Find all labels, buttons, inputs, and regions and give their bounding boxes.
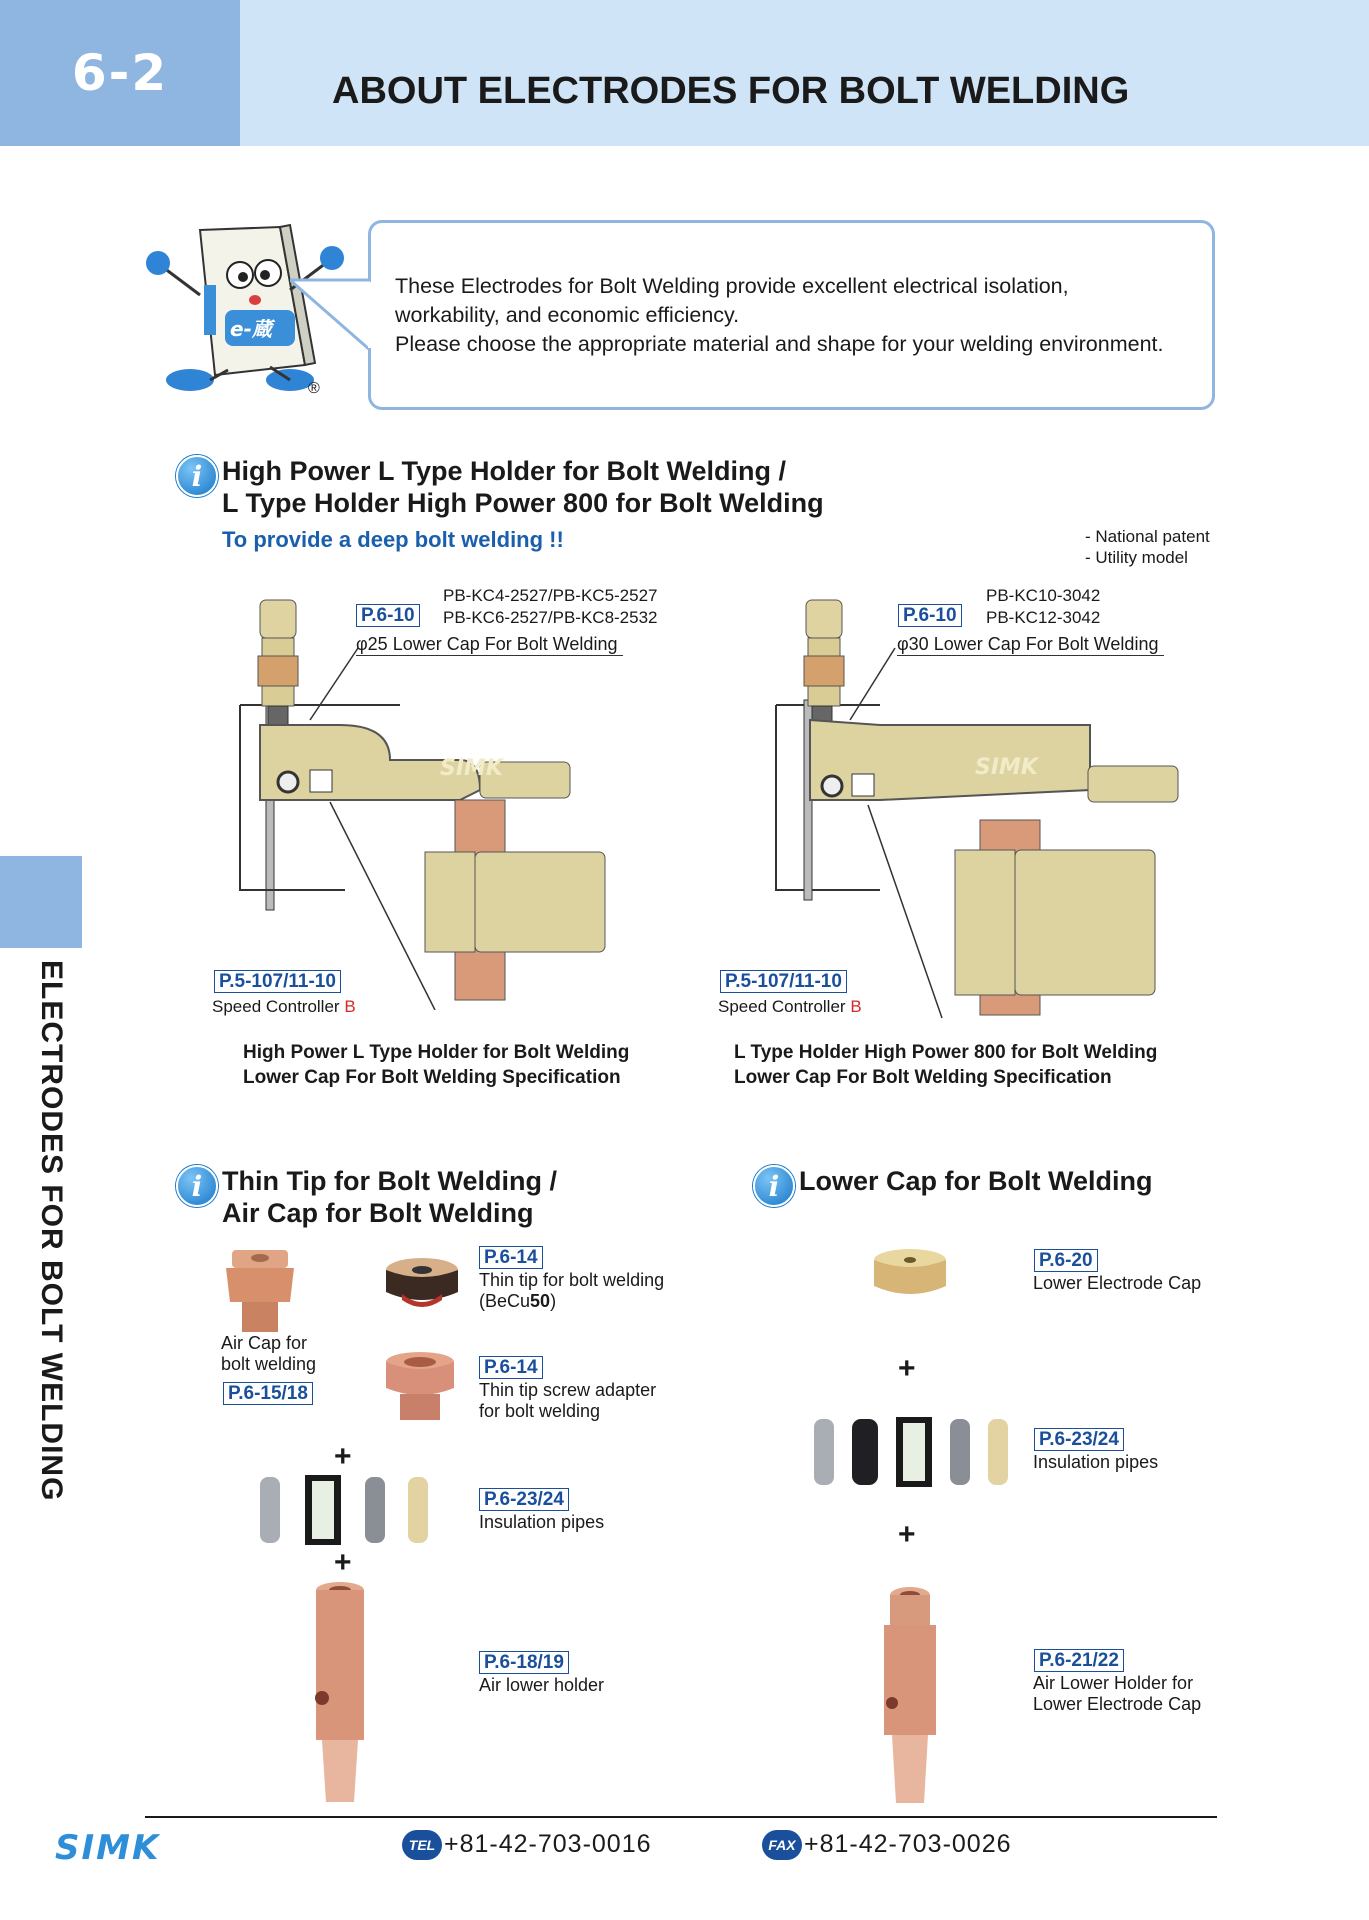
ref-badge[interactable]: P.6-10 [356, 604, 420, 627]
bubble-tail [290, 270, 372, 380]
thin-tip-ref[interactable]: P.6-14 [479, 1246, 543, 1269]
part-numbers-line2: PB-KC6-2527/PB-KC8-2532 [443, 608, 658, 627]
plus-sign: + [334, 1546, 352, 1579]
section2-title: Thin Tip for Bolt Welding / Air Cap for Bolt Welding [222, 1166, 557, 1228]
speed-controller-ref[interactable]: P.5-107/11-10 [720, 970, 847, 993]
insulation-pipes-image [260, 1475, 430, 1545]
thin-tip-label: Thin tip for bolt welding (BeCu50) [479, 1270, 665, 1311]
speed-controller-ref[interactable]: P.5-107/11-10 [214, 970, 341, 993]
air-cap-label: Air Cap for bolt welding [221, 1333, 317, 1374]
side-vertical-title: ELECTRODES FOR BOLT WELDING [35, 960, 68, 1502]
page-title: ABOUT ELECTRODES FOR BOLT WELDING [332, 70, 1130, 112]
air-lower-holder-image [300, 1580, 380, 1805]
right-caption: L Type Holder High Power 800 for Bolt Welding Lower Cap For Bolt Welding Specification [734, 1042, 1158, 1088]
part-numbers-line1: PB-KC10-3042 [986, 586, 1101, 605]
info-icon: i [176, 1165, 218, 1207]
fax-icon: FAX [762, 1830, 802, 1860]
phone-icon: TEL [402, 1830, 442, 1860]
info-icon: i [753, 1165, 795, 1207]
lower-cap-label: φ30 Lower Cap For Bolt Welding [897, 634, 1164, 656]
fax-number[interactable]: +81-42-703-0026 [804, 1830, 1012, 1858]
side-tab [0, 856, 82, 948]
pipes-ref[interactable]: P.6-23/24 [479, 1488, 569, 1511]
holder-label: Air Lower Holder for Lower Electrode Cap [1033, 1673, 1202, 1714]
holder-brand-logo: SIMK [440, 756, 503, 781]
plus-sign: + [898, 1352, 916, 1385]
info-icon: i [176, 455, 218, 497]
holder-brand-logo: SIMK [975, 755, 1038, 780]
speed-controller-label: Speed Controller B [212, 997, 356, 1016]
thin-tip-image [382, 1256, 462, 1311]
holder-drawing-right [770, 590, 1210, 1030]
intro-text: These Electrodes for Bolt Welding provide excellent electrical isolation, workability, and economic efficiency. Please choose the appropriate material and shape for your welding environment. [395, 274, 1164, 356]
screw-adapter-image [380, 1350, 460, 1425]
section1-subtitle: To provide a deep bolt welding !! [222, 527, 564, 552]
plus-sign: + [334, 1440, 352, 1473]
adapter-ref[interactable]: P.6-14 [479, 1356, 543, 1379]
cap-ref[interactable]: P.6-20 [1034, 1249, 1098, 1272]
cap-label: Lower Electrode Cap [1033, 1273, 1202, 1293]
air-lower-holder-cap-image [870, 1585, 950, 1805]
pipes-label: Insulation pipes [1033, 1452, 1159, 1472]
tel-number[interactable]: +81-42-703-0016 [444, 1830, 652, 1858]
pipes-ref[interactable]: P.6-23/24 [1034, 1428, 1124, 1451]
footer-divider [145, 1816, 1217, 1818]
pipes-label: Insulation pipes [479, 1512, 605, 1532]
registered-mark: ® [308, 380, 320, 397]
lower-electrode-cap-image [870, 1248, 950, 1303]
air-cap-image [220, 1250, 300, 1335]
holder-ref[interactable]: P.6-18/19 [479, 1651, 569, 1674]
section1-title: High Power L Type Holder for Bolt Welding / L Type Holder High Power 800 for Bolt Welding [222, 456, 824, 518]
speed-controller-label: Speed Controller B [718, 997, 862, 1016]
patent-utility: - Utility model [1085, 548, 1188, 567]
company-logo: SIMK [55, 1828, 161, 1868]
left-caption: High Power L Type Holder for Bolt Welding Lower Cap For Bolt Welding Specification [243, 1042, 630, 1088]
part-numbers-line1: PB-KC4-2527/PB-KC5-2527 [443, 586, 658, 605]
patent-national: - National patent [1085, 527, 1210, 546]
section3-title: Lower Cap for Bolt Welding [799, 1166, 1153, 1196]
section-number: 6-2 [0, 0, 240, 146]
mascot-label: e-蔵 [230, 317, 272, 341]
insulation-pipes-image [812, 1417, 1012, 1487]
part-numbers-line2: PB-KC12-3042 [986, 608, 1101, 627]
air-cap-ref[interactable]: P.6-15/18 [223, 1382, 313, 1405]
ref-badge[interactable]: P.6-10 [898, 604, 962, 627]
plus-sign: + [898, 1518, 916, 1551]
holder-ref[interactable]: P.6-21/22 [1034, 1649, 1124, 1672]
lower-cap-label: φ25 Lower Cap For Bolt Welding [356, 634, 623, 656]
holder-label: Air lower holder [479, 1675, 605, 1695]
adapter-label: Thin tip screw adapter for bolt welding [479, 1380, 657, 1421]
